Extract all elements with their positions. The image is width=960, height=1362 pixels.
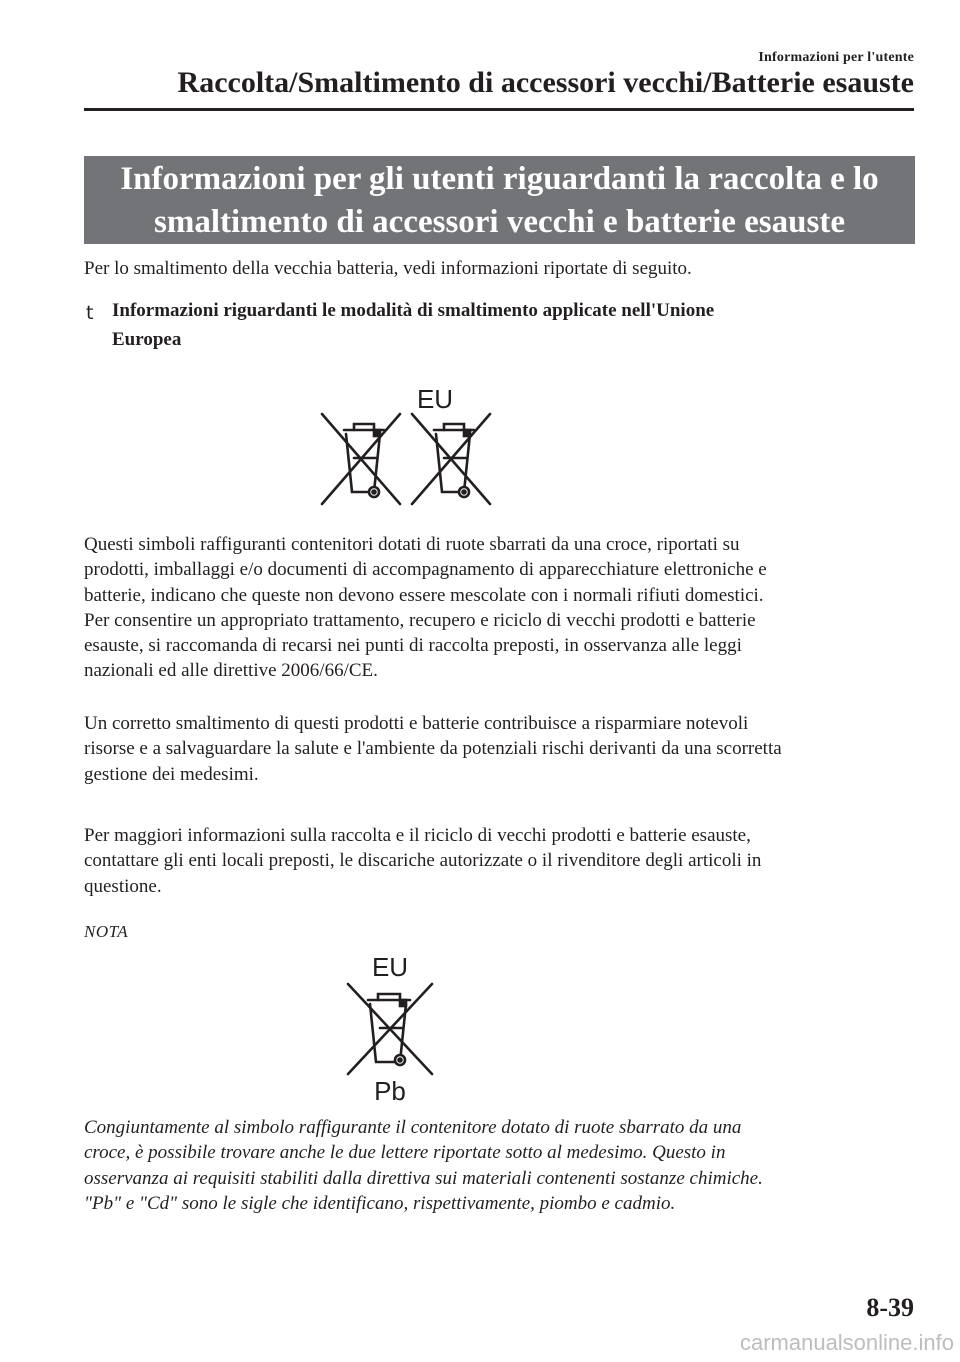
banner-title-line-2: smaltimento di accessori vecchi e batterie esauste <box>154 204 845 240</box>
running-header-section: Informazioni per l'utente <box>758 50 914 65</box>
pb-label: Pb <box>374 1076 406 1105</box>
paragraph-more-info <box>84 823 916 899</box>
text-line: Un corretto smaltimento di questi prodotti e batterie contribuisce a risparmiare notevoli <box>84 713 749 734</box>
text-line: osservanza ai requisiti stabiliti dalla direttiva sui materiali contenenti sostanze chimiche. <box>84 1167 763 1189</box>
bullet-heading <box>112 296 882 354</box>
eu-label: EU <box>416 384 454 414</box>
bullet-heading-line-1: Informazioni riguardanti le modalità di smaltimento applicate nell'Unione <box>112 300 715 321</box>
text-line: nazionali ed alle direttive 2006/66/CE. <box>84 660 378 682</box>
text-line: Congiuntamente al simbolo raffigurante il contenitore dotato di ruote sbarrato da una <box>84 1117 742 1138</box>
text-line: Questi simboli raffiguranti contenitori dotati di ruote sbarrati da una croce, riportati su <box>84 534 740 555</box>
text-line: Per consentire un appropriato trattamento, recupero e riciclo di vecchi prodotti e batterie <box>84 609 756 631</box>
section-banner <box>84 156 915 244</box>
text-line: esauste, si raccomanda di recarsi nei punti di raccolta preposti, in osservanza alle leggi <box>84 635 742 657</box>
running-header-title: Raccolta/Smaltimento di accessori vecchi/Batterie esauste <box>177 66 914 99</box>
intro-paragraph: Per lo smaltimento della vecchia batteria, vedi informazioni riportate di seguito. <box>84 258 692 279</box>
bullet-heading-line-2: Europea <box>112 329 182 350</box>
eu-label: EU <box>371 952 409 982</box>
wheelie-bin-icon <box>412 414 490 504</box>
text-line: croce, è possibile trovare anche le due lettere riportate sotto al medesimo. Questo in <box>84 1142 726 1164</box>
banner-title-line-1: Informazioni per gli utenti riguardanti la raccolta e lo <box>120 161 879 197</box>
note-paragraph <box>84 1115 916 1216</box>
text-line: "Pb" e "Cd" sono le sigle che identificano, rispettivamente, piombo e cadmio. <box>84 1192 676 1214</box>
crossed-wheelie-bin-pb-symbol <box>340 950 440 1105</box>
wheelie-bin-icon <box>348 984 432 1074</box>
watermark: carmanualsonline.info <box>739 1330 954 1355</box>
paragraph-symbols-meaning <box>84 532 916 684</box>
paragraph-correct-disposal <box>84 711 916 787</box>
header-divider <box>84 108 914 111</box>
nota-label: NOTA <box>84 922 129 941</box>
page-number: 8-39 <box>866 1293 914 1322</box>
text-line: batterie, indicano che queste non devono essere mescolate con i normali rifiuti domestici. <box>84 584 764 606</box>
text-line: Per maggiori informazioni sulla raccolta e il riciclo di vecchi prodotti e batterie esauste, <box>84 825 751 846</box>
text-line: contattare gli enti locali preposti, le discariche autorizzate o il rivenditore degli articoli in <box>84 850 762 872</box>
bullet-marker: t <box>86 302 94 324</box>
wheelie-bin-icon <box>322 414 400 504</box>
text-line: risorse e a salvaguardare la salute e l'ambiente da potenziali rischi derivanti da una scorretta <box>84 738 782 760</box>
text-line: prodotti, imballaggi e/o documenti di accompagnamento di apparecchiature elettroniche e <box>84 559 767 581</box>
text-line: gestione dei medesimi. <box>84 763 259 785</box>
text-line: questione. <box>84 875 162 897</box>
crossed-wheelie-bin-symbols <box>312 380 502 510</box>
